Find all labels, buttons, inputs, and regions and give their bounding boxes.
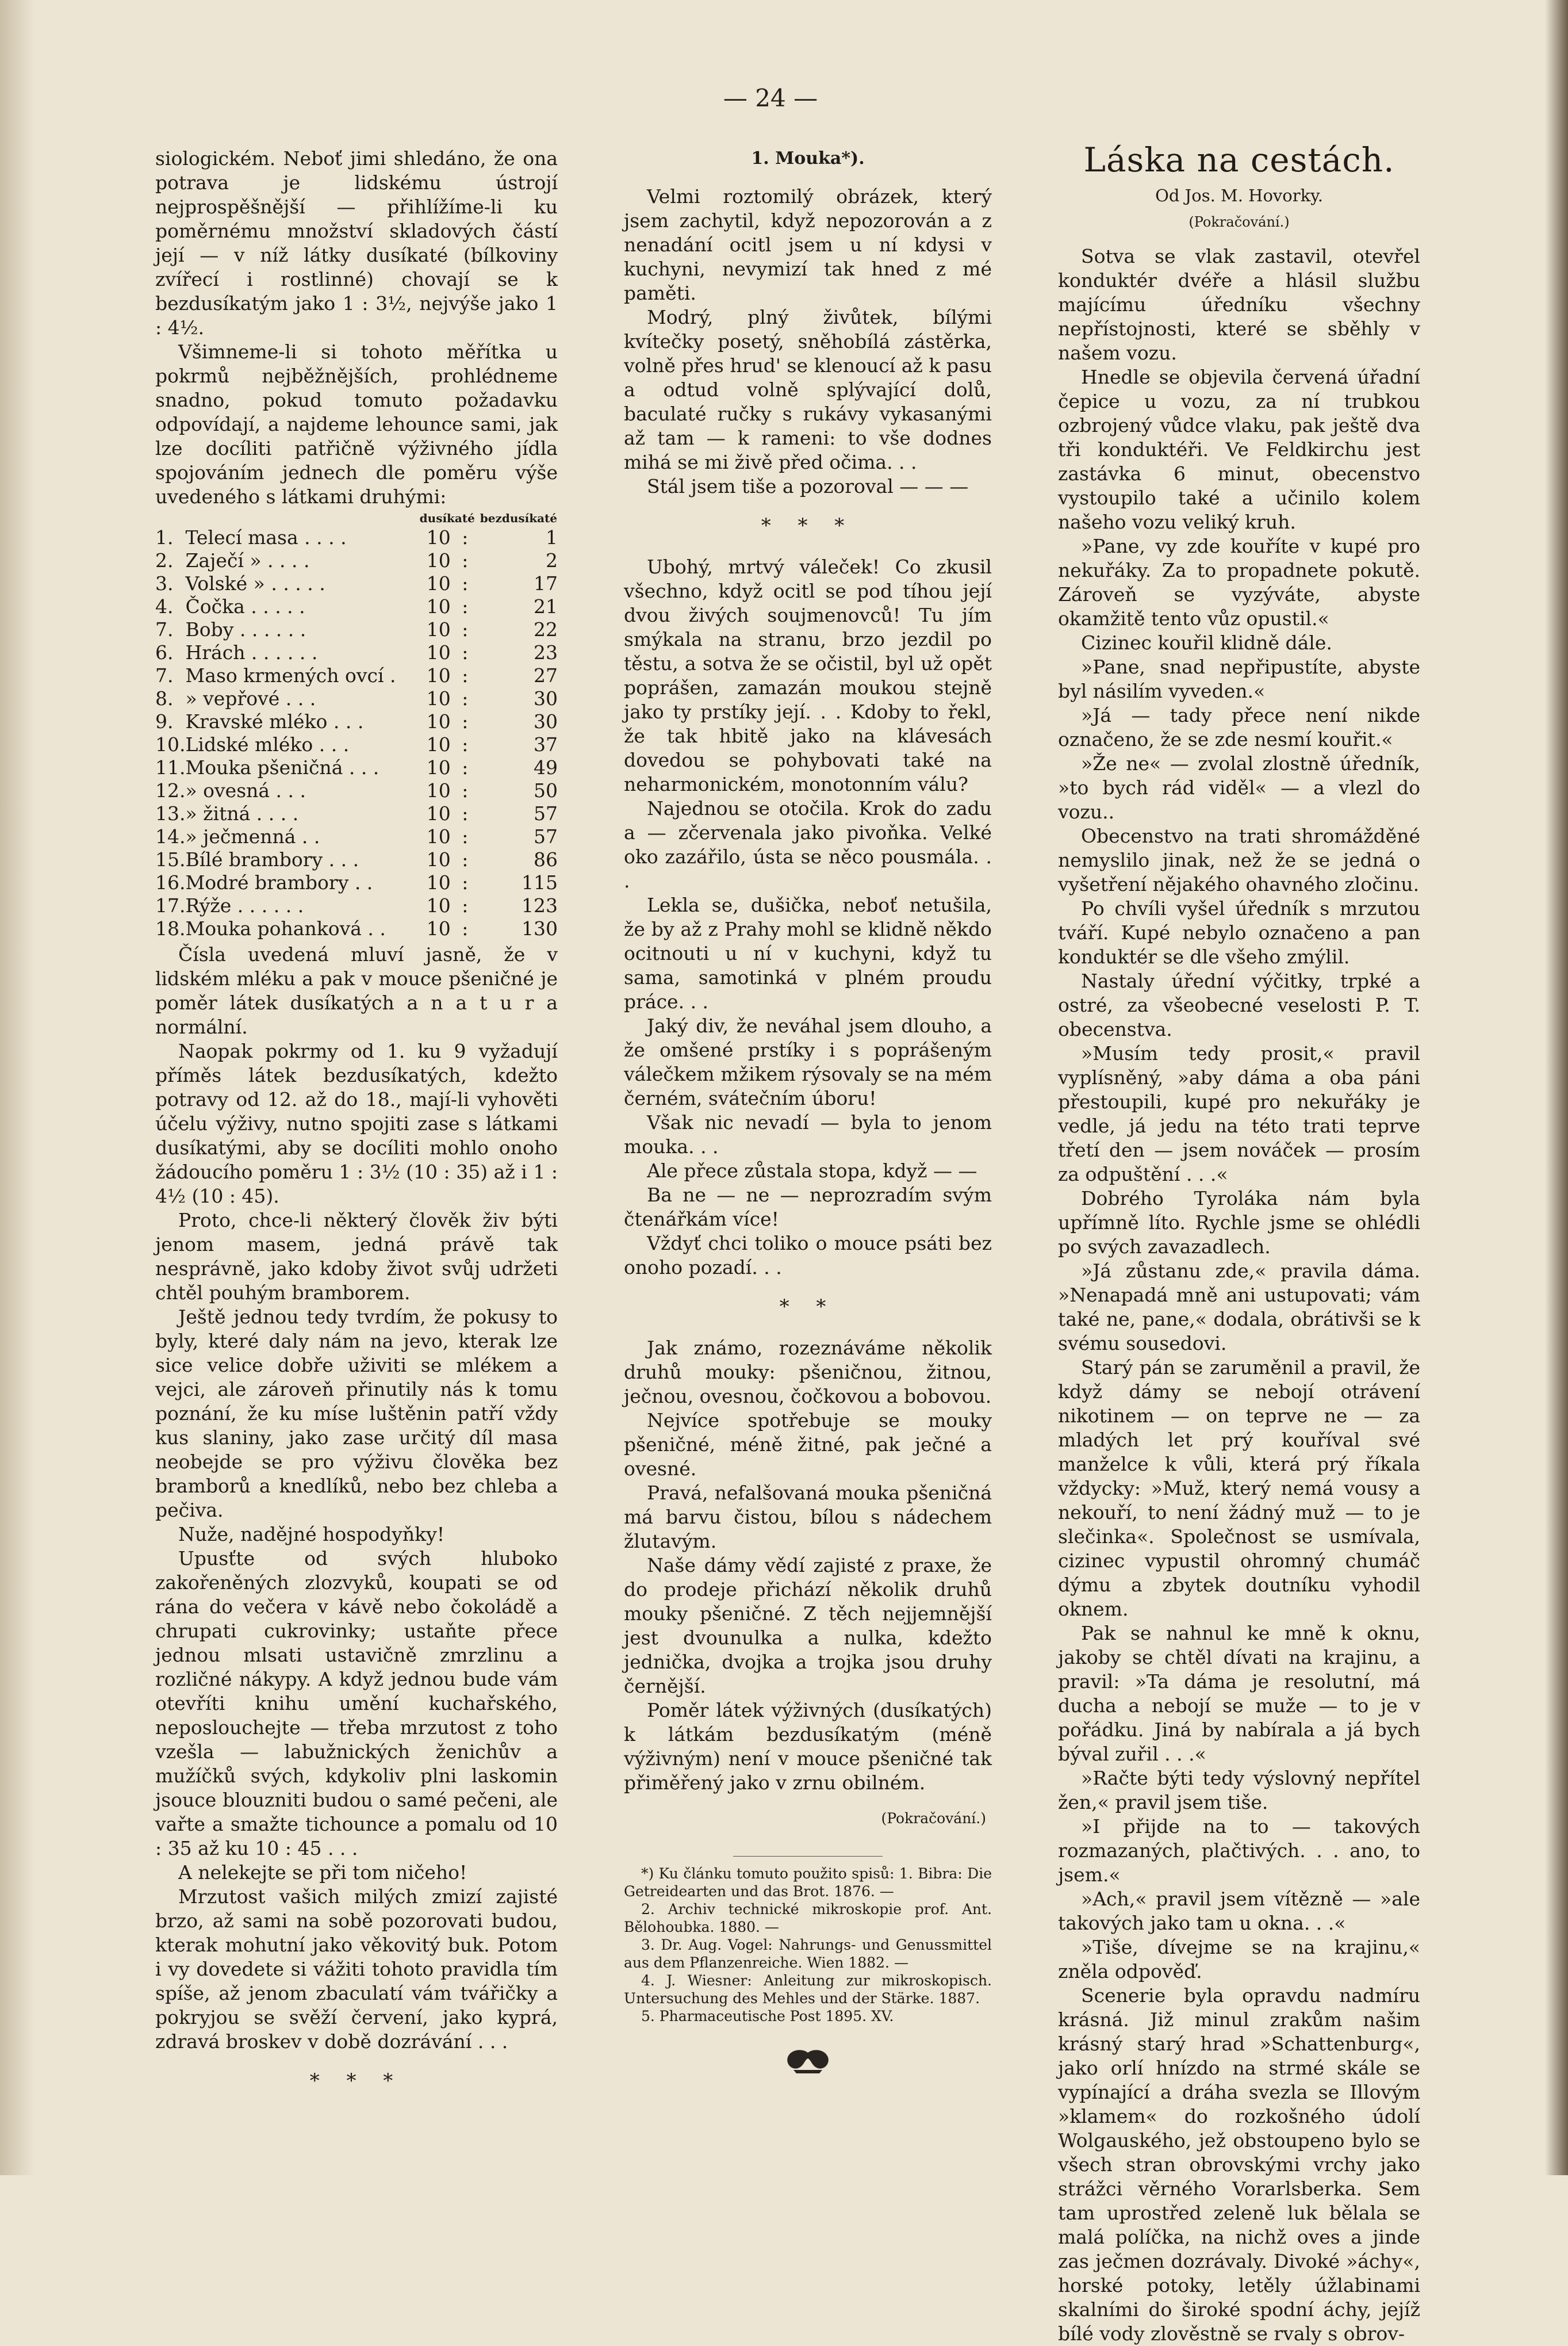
article-part-3 <box>624 1336 992 1795</box>
table-cell-food: Lidské mléko . . . <box>185 733 350 756</box>
table-cell-dusikate: 10 <box>426 871 451 894</box>
section-separator-stars: * * * <box>309 2069 404 2092</box>
paragraph: Ale přece zůstala stopa, když — — <box>647 1159 977 1182</box>
continued-note: (Pokračování.) <box>881 1810 986 1827</box>
table-cell-food: Telecí masa . . . . <box>185 526 347 549</box>
table-cell-num: 7. <box>155 664 174 687</box>
table-cell-bezdusikate: 130 <box>522 917 558 940</box>
paragraph: Vždyť chci toliko o mouce psáti bez onoho pozadí. . . <box>624 1232 992 1279</box>
table-cell-sep: : <box>462 526 469 549</box>
table-cell-food: Maso krmených ovcí . <box>185 664 396 687</box>
left-column <box>155 147 558 2110</box>
paragraph: 4. J. Wiesner: Anleitung zur mikroskopisch. Untersuchung des Mehles und der Stärke. 1887. <box>624 1972 992 2007</box>
paragraph: Jaký div, že neváhal jsem dlouho, a že omšené prstíky i s poprášeným válečkem mžikem rýsovaly se na mém černém, svátečním úboru! <box>624 1015 992 1109</box>
table-cell-dusikate: 10 <box>426 802 451 825</box>
table-cell-sep: : <box>462 894 469 917</box>
paragraph: Modrý, plný živůtek, bílými kvítečky posetý, sněhobílá zástěrka, volně přes hrud' se klenoucí až k pasu a odtud volně splývající dolů, baculaté ručky s rukávy vykasanými až tam — k rameni: to vše dodnes mihá se mi živě před očima. . . <box>624 306 992 473</box>
table-cell-food: Rýže . . . . . . <box>185 894 304 917</box>
table-cell-bezdusikate: 17 <box>534 572 558 595</box>
table-cell-bezdusikate: 86 <box>534 848 558 871</box>
paragraph: Pravá, nefalšovaná mouka pšeničná má barvu čistou, bílou s nádechem žlutavým. <box>624 1482 992 1552</box>
paragraph: Jak známo, rozeznáváme několik druhů mouky: pšeničnou, žitnou, ječnou, ovesnou, čočkovou a bobovou. <box>624 1337 992 1407</box>
table-cell-num: 17. <box>155 894 186 917</box>
table-cell-food: Hrách . . . . . . <box>185 641 318 664</box>
paragraph: Naše dámy vědí zajisté z praxe, že do prodeje přichází několik druhů mouky pšeničné. Z těch nejjemnější jest dvounulka a nulka, kdežto jednička, dvojka a trojka jsou druhy černější. <box>624 1554 992 1697</box>
paragraph: »Ach,« pravil jsem vítězně — »ale takových jako tam u okna. . .« <box>1058 1888 1420 1934</box>
paragraph: Upusťte od svých hluboko zakořeněných zlozvyků, koupati se od rána do večera v kávě nebo čokoládě a chrupati cukrovinky; ustaňte přece jednou mlsati ustavičně zmrzlinu a rozličné nákypy. A když jednou bude vám otevříti knihu umění kuchařského, neposlouchejte — třeba mrzutost z toho vzešla — labužnických ženichův a mužíčků svých, kdykoliv plni laskomin jsouce blouzniti budou o samé pečeni, ale vařte a smažte tichounce a pomalu od 10 : 35 až ku 10 : 45 . . . <box>155 1547 558 1859</box>
page-right-edge-shadow <box>1545 0 1568 2175</box>
table-cell-sep: : <box>462 848 469 871</box>
paragraph: »Račte býti tedy výslovný nepřítel žen,« pravil jsem tiše. <box>1058 1767 1420 1813</box>
paragraph: »Musím tedy prosit,« pravil vyplísněný, »aby dáma a oba páni přestoupili, kupé pro nekuřáky je vedle, já jedu na této trati teprve třetí den — jsem nováček — prosím za odpuštění . . .« <box>1058 1042 1420 1185</box>
paragraph: Však nic nevadí — byla to jenom mouka. . . <box>624 1111 992 1158</box>
table-cell-sep: : <box>462 549 469 572</box>
paragraph: Nuže, nadějné hospodyňky! <box>178 1523 445 1545</box>
table-cell-sep: : <box>462 664 469 687</box>
table-cell-num: 10. <box>155 733 186 756</box>
table-cell-dusikate: 10 <box>426 894 451 917</box>
table-cell-dusikate: 10 <box>426 779 451 802</box>
table-row <box>155 710 558 733</box>
table-cell-sep: : <box>462 802 469 825</box>
table-cell-bezdusikate: 22 <box>534 618 558 641</box>
paragraph: »Já — tady přece není nikde označeno, že se zde nesmí kouřit.« <box>1058 704 1420 751</box>
table-cell-dusikate: 10 <box>426 733 451 756</box>
paragraph: Ba ne — ne — neprozradím svým čtenářkám více! <box>624 1184 992 1230</box>
table-cell-dusikate: 10 <box>426 710 451 733</box>
table-row <box>155 618 558 641</box>
paragraph: Lekla se, dušička, neboť netušila, že by až z Prahy mohl se klidně někdo ocitnouti u ní v kuchyni, když tu sama, samotinká v plném proudu práce. . . <box>624 894 992 1013</box>
table-row <box>155 572 558 595</box>
paragraph: »I přijde na to — takových rozmazaných, plačtivých. . . ano, to jsem.« <box>1058 1815 1420 1886</box>
table-cell-dusikate: 10 <box>426 664 451 687</box>
table-cell-sep: : <box>462 572 469 595</box>
table-cell-bezdusikate: 30 <box>534 687 558 710</box>
table-cell-food: Zaječí » . . . . <box>185 549 310 572</box>
table-cell-num: 14. <box>155 825 186 848</box>
paragraph: 2. Archiv technické mikroskopie prof. Ant. Bělohoubka. 1880. — <box>624 1901 992 1935</box>
story-text <box>1058 244 1420 2346</box>
table-cell-sep: : <box>462 710 469 733</box>
paragraph: Cizinec kouřil klidně dále. <box>1081 632 1332 654</box>
table-row <box>155 871 558 894</box>
footnote-divider <box>733 1856 883 1857</box>
table-cell-dusikate: 10 <box>426 526 451 549</box>
paragraph: Hnedle se objevila červená úřadní čepice u vozu, za ní trubkou ozbrojený vůdce vlaku, pak ještě dva tři konduktéři. Ve Feldkirchu jest zastávka 6 minut, obecenstvo vystoupilo také a učinilo kolem našeho vozu veliký kruh. <box>1058 366 1420 533</box>
table-row <box>155 802 558 825</box>
right-column <box>1058 140 1420 2346</box>
paragraph: »Pane, snad nepřipustíte, abyste byl násilím vyveden.« <box>1058 656 1420 702</box>
paragraph: Velmi roztomilý obrázek, který jsem zachytil, když nepozorován a z nenadání ocitl jsem u ní kdysi v kuchyni, nevymizí tak hned z mé paměti. <box>624 185 992 304</box>
paragraph: *) Ku článku tomuto použito spisů: 1. Bibra: Die Getreidearten und das Brot. 1876. — <box>624 1865 992 1900</box>
paragraph: »Pane, vy zde kouříte v kupé pro nekuřáky. Za to propadnete pokutě. Zároveň se vyzýváte, abyste okamžitě tento vůz opustil.« <box>1058 535 1420 630</box>
article-part-1 <box>624 185 992 499</box>
table-cell-bezdusikate: 49 <box>534 756 558 779</box>
page-number: — 24 — <box>723 84 818 112</box>
author-byline: Od Jos. M. Hovorky. <box>1155 186 1323 205</box>
table-cell-bezdusikate: 123 <box>522 894 558 917</box>
paragraph: A nelekejte se při tom ničeho! <box>178 1861 467 1884</box>
table-cell-bezdusikate: 27 <box>534 664 558 687</box>
table-cell-num: 12. <box>155 779 186 802</box>
table-cell-bezdusikate: 23 <box>534 641 558 664</box>
table-cell-dusikate: 10 <box>426 549 451 572</box>
paragraph: Stál jsem tiše a pozoroval — — — <box>647 475 969 497</box>
table-cell-food: Boby . . . . . . <box>185 618 306 641</box>
paragraph: Čísla uvedená mluví jasně, že v lidském mléku a pak v mouce pšeničné je poměr látek dusíkatých a n a t u r a normální. <box>155 943 558 1038</box>
table-row <box>155 779 558 802</box>
table-header-row <box>155 510 558 526</box>
table-row <box>155 756 558 779</box>
paragraph: Poměr látek výživných (dusíkatých) k látkám bezdusíkatým (méně výživným) není v mouce pšeničné tak přiměřený jako v zrnu obilném. <box>624 1699 992 1794</box>
table-row <box>155 687 558 710</box>
table-cell-food: Bílé brambory . . . <box>185 848 359 871</box>
table-cell-food: Volské » . . . . . <box>185 572 325 595</box>
table-cell-num: 8. <box>155 687 174 710</box>
table-cell-sep: : <box>462 756 469 779</box>
table-cell-num: 11. <box>155 756 186 779</box>
table-row <box>155 595 558 618</box>
table-cell-food: Mouka pšeničná . . . <box>185 756 379 779</box>
paragraph: Sotva se vlak zastavil, otevřel konduktér dvéře a hlásil službu majícímu úředníku všechny nepřístojnosti, které se sběhly v našem vozu. <box>1058 245 1420 364</box>
nutrient-ratio-table <box>155 510 558 940</box>
paragraph: Proto, chce-li některý člověk živ býti jenom masem, jedná právě tak nesprávně, jako kdoby život svůj udržeti chtěl pouhým bramborem. <box>155 1209 558 1304</box>
table-cell-num: 4. <box>155 595 174 618</box>
fleuron-ornament-icon <box>624 2048 992 2080</box>
left-after-table-text <box>155 943 558 2054</box>
paragraph: Pak se nahnul ke mně k oknu, jakoby se chtěl dívati na krajinu, a pravil: »Ta dáma je resolutní, má ducha a nebojí se muže — to je v pořádku. Jiná by nabírala a já bych býval zuřil . . .« <box>1058 1622 1420 1765</box>
paragraph: »Tiše, dívejme se na krajinu,« zněla odpověď. <box>1058 1936 1420 1983</box>
table-row <box>155 526 558 549</box>
table-cell-food: Mouka pohanková . . <box>185 917 386 940</box>
table-cell-num: 18. <box>155 917 186 940</box>
table-cell-sep: : <box>462 687 469 710</box>
header-non-nitrogenous: bezdusíkaté <box>480 511 557 525</box>
table-cell-bezdusikate: 2 <box>546 549 558 572</box>
table-cell-dusikate: 10 <box>426 641 451 664</box>
paragraph: Ubohý, mrtvý váleček! Co zkusil všechno, když ocitl se pod tíhou její dvou živých soujmenovců! Tu jím smýkala na stranu, brzo jezdil po těstu, a sotva že se očistil, byl už opět poprášen, zamazán moukou stejně jako ty prstíky její. . . Kdoby to řekl, že tak hbitě jako na klávesách dovedou se pohybovati také na neharmonickém, monotonním válu? <box>624 556 992 795</box>
section-separator-stars: * * * <box>761 514 855 537</box>
table-cell-bezdusikate: 1 <box>546 526 558 549</box>
table-cell-bezdusikate: 30 <box>534 710 558 733</box>
table-row <box>155 894 558 917</box>
paragraph: Po chvíli vyšel úředník s mrzutou tváří. Kupé nebylo označeno a pan konduktér se dle všeho zmýlil. <box>1058 897 1420 968</box>
table-row <box>155 825 558 848</box>
table-cell-bezdusikate: 50 <box>534 779 558 802</box>
paragraph: Všimneme-li si tohoto měřítka u pokrmů nejběžnějších, prohlédneme snadno, pokud tomuto požadavku odpovídají, a najdeme lehounce sami, jak lze docíliti patřičně výživného jídla spojováním jednech dle poměru výše uvedeného s látkami druhými: <box>155 340 558 508</box>
table-cell-bezdusikate: 57 <box>534 825 558 848</box>
table-row <box>155 549 558 572</box>
table-cell-food: Kravské mléko . . . <box>185 710 364 733</box>
section-title: 1. Mouka*). <box>751 148 865 169</box>
section-separator-stars: * * <box>779 1295 837 1318</box>
article-part-2 <box>624 555 992 1280</box>
table-cell-sep: : <box>462 733 469 756</box>
table-cell-dusikate: 10 <box>426 572 451 595</box>
paragraph: Ještě jednou tedy tvrdím, že pokusy to byly, které daly nám na jevo, kterak lze sice velice dobře uživiti se mlékem a vejci, ale zároveň přinutily nás k tomu poznání, že ku míse luštěnin patří vždy kus slaniny, jako zase určitý díl masa neobejde se pro výživu člověka bez bramborů a knedlíků, nebo bez chleba a pečiva. <box>155 1306 558 1521</box>
table-row <box>155 848 558 871</box>
paragraph: Obecenstvo na trati shromážděné nemyslilo jinak, než že se jedná o vyšetření nějakého ohavného zločinu. <box>1058 825 1420 895</box>
table-cell-sep: : <box>462 825 469 848</box>
table-cell-dusikate: 10 <box>426 618 451 641</box>
table-cell-dusikate: 10 <box>426 756 451 779</box>
table-cell-num: 1. <box>155 526 174 549</box>
table-cell-num: 16. <box>155 871 186 894</box>
table-cell-food: » žitná . . . . <box>185 802 299 825</box>
table-cell-bezdusikate: 57 <box>534 802 558 825</box>
paragraph: Nastaly úřední výčitky, trpké a ostré, za všeobecné veselosti P. T. obecenstva. <box>1058 970 1420 1040</box>
table-cell-num: 3. <box>155 572 174 595</box>
table-row <box>155 664 558 687</box>
paragraph: 5. Pharmaceutische Post 1895. XV. <box>641 2008 894 2024</box>
table-cell-num: 7. <box>155 618 174 641</box>
table-cell-bezdusikate: 115 <box>522 871 558 894</box>
paragraph: Starý pán se zaruměnil a pravil, že když dámy se nebojí otrávení nikotinem — on teprve ne — za mladých let prý kouříval své manželce k vůli, která prý říkala vždycky: »Muž, který nemá vousy a nekouří, to není žádný muž — to je slečinka«. Společnost se usmívala, cizinec vypustil ohromný chumáč dýmu a zbytek doutníku vyhodil oknem. <box>1058 1356 1420 1620</box>
paragraph: Mrzutost vašich milých zmizí zajisté brzo, až sami na sobě pozorovati budou, kterak mohutní jako věkovitý buk. Potom i vy dovedete si vážiti tohoto pravidla tím spíše, až jenom zbaculatí vám tvářičky a pokryjou se svěží červení, jako kyprá, zdravá broskev v době dozrávání . . . <box>155 1885 558 2053</box>
paragraph: »Já zůstanu zde,« pravila dáma. »Nenapadá mně ani ustupovati; vám také ne, pane,« dodala, obrátivši se k svému sousedovi. <box>1058 1260 1420 1354</box>
table-cell-bezdusikate: 37 <box>534 733 558 756</box>
paragraph: Dobrého Tyroláka nám byla upřímně líto. Rychle jsme se ohlédli po svých zavazadlech. <box>1058 1187 1420 1258</box>
table-cell-food: » ječmenná . . <box>185 825 320 848</box>
paragraph: Scenerie byla opravdu nadmíru krásná. Již minul zrakům našim krásný starý hrad »Schattenburg«, jako orlí hnízdo na strmé skále se vypínající a dráha svezla se Illovým »klamem« do rozkošného údolí Wolgauského, jež obstoupeno bylo se všech stran obrovskými vrchy jako strážci věrného Vorarlsberka. Sem tam uprostřed zeleně luk bělala se malá políčka, na nichž oves a jinde zas ječmen dozrávaly. Divoké »áchy«, horské potoky, letěly úžlabinami skalními do široké spodní áchy, jejíž bílé vody zlověstně se rvaly s obrov- <box>1058 1984 1420 2345</box>
table-cell-food: Modré brambory . . <box>185 871 373 894</box>
table-cell-sep: : <box>462 641 469 664</box>
table-cell-num: 2. <box>155 549 174 572</box>
table-cell-food: Čočka . . . . . <box>185 595 305 618</box>
header-nitrogenous: dusíkaté <box>419 511 475 525</box>
table-cell-dusikate: 10 <box>426 687 451 710</box>
continued-label: (Pokračování.) <box>1189 214 1290 230</box>
table-cell-bezdusikate: 21 <box>534 595 558 618</box>
paragraph: Naopak pokrmy od 1. ku 9 vyžadují příměs látek bezdusíkatých, kdežto potravy od 12. až do 18., mají-li vyhověti účelu výživy, nutno spojiti zase s látkami dusíkatými, aby se docíliti mohlo onoho žádoucího poměru 1 : 3½ (10 : 35) až i 1 : 4½ (10 : 45). <box>155 1040 558 1207</box>
table-cell-sep: : <box>462 917 469 940</box>
table-cell-num: 9. <box>155 710 174 733</box>
table-cell-sep: : <box>462 871 469 894</box>
table-cell-num: 15. <box>155 848 186 871</box>
story-title: Láska na cestách. <box>1083 140 1395 179</box>
table-row <box>155 917 558 940</box>
paragraph: siologickém. Neboť jimi shledáno, že ona potrava je lidskému ústrojí nejprospěšnější — přihlížíme-li ku poměrnému množství skladových částí její — v níž látky dusíkaté (bílkoviny zvířecí i rostlinné) chovají se k bezdusíkatým jako 1 : 3½, nejvýše jako 1 : 4½. <box>155 147 558 339</box>
table-body <box>155 526 558 940</box>
paragraph: Nejvíce spotřebuje se mouky pšeničné, méně žitné, pak ječné a ovesné. <box>624 1409 992 1480</box>
table-cell-dusikate: 10 <box>426 917 451 940</box>
paragraph: Najednou se otočila. Krok do zadu a — zčervenala jako pivoňka. Velké oko zazářilo, ústa se něco pousmála. . . <box>624 797 992 892</box>
table-cell-dusikate: 10 <box>426 848 451 871</box>
table-cell-food: » ovesná . . . <box>185 779 306 802</box>
table-cell-dusikate: 10 <box>426 825 451 848</box>
table-cell-sep: : <box>462 779 469 802</box>
page-left-edge-shadow <box>0 0 34 2175</box>
table-cell-sep: : <box>462 618 469 641</box>
table-cell-num: 6. <box>155 641 174 664</box>
table-cell-dusikate: 10 <box>426 595 451 618</box>
paragraph: »Že ne« — zvolal zlostně úředník, »to bych rád viděl« — a vlezl do vozu.. <box>1058 752 1420 823</box>
footnotes <box>624 1865 992 2025</box>
table-row <box>155 733 558 756</box>
middle-column <box>624 147 992 2080</box>
table-row <box>155 641 558 664</box>
table-cell-sep: : <box>462 595 469 618</box>
table-cell-food: » vepřové . . . <box>185 687 316 710</box>
paragraph: 3. Dr. Aug. Vogel: Nahrungs- und Genussmittel aus dem Pflanzenreiche. Wien 1882. — <box>624 1936 992 1971</box>
table-cell-num: 13. <box>155 802 186 825</box>
